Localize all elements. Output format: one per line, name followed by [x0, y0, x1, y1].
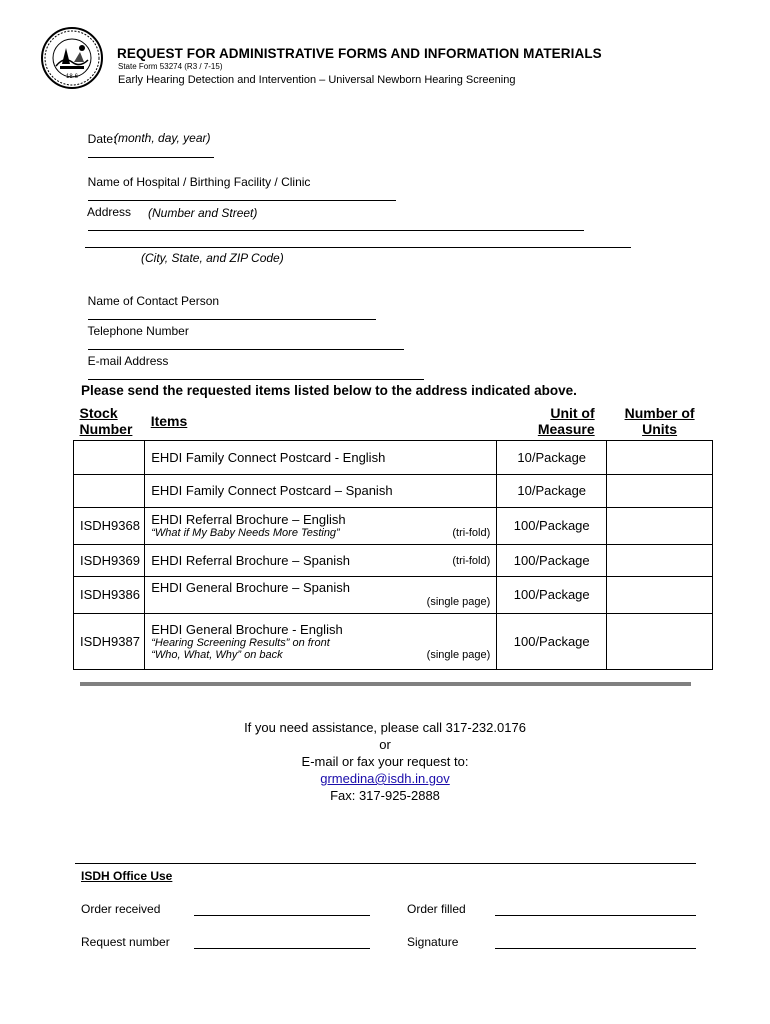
stock-number-header: Stock Number [74, 402, 145, 440]
stock-cell [74, 474, 145, 507]
order-filled-field[interactable] [495, 915, 696, 916]
form-subtitle: Early Hearing Detection and Intervention – Universal Newborn Hearing Screening [118, 74, 516, 86]
contact-label: Name of Contact Person [87, 294, 220, 308]
state-seal-logo [40, 26, 104, 90]
date-label: Date: [87, 132, 117, 146]
item-format-note: (tri-fold) [452, 554, 491, 567]
date-field[interactable] [88, 146, 214, 158]
stock-cell: ISDH9387 [74, 613, 145, 669]
table-row [74, 576, 713, 613]
request-number-label: Request number [81, 935, 170, 949]
item-name: EHDI Family Connect Postcard – Spanish [151, 483, 393, 498]
hospital-label: Name of Hospital / Birthing Facility / Clinic [87, 175, 311, 189]
item-name: EHDI General Brochure - English [151, 621, 343, 637]
email-field[interactable] [88, 368, 424, 380]
quantity-input[interactable] [607, 544, 713, 576]
quantity-input[interactable] [607, 440, 713, 474]
stock-cell: ISDH9368 [74, 507, 145, 544]
quantity-input[interactable] [607, 474, 713, 507]
address-street-field[interactable] [88, 219, 584, 231]
city-hint: (City, State, and ZIP Code) [141, 251, 284, 265]
stock-cell: ISDH9369 [74, 544, 145, 576]
email-label: E-mail Address [87, 354, 169, 368]
item-name: EHDI General Brochure – Spanish [151, 579, 350, 595]
svg-text:18·6: 18·6 [66, 74, 79, 80]
item-cell [145, 544, 497, 576]
item-cell [145, 440, 497, 474]
form-title: REQUEST FOR ADMINISTRATIVE FORMS AND INFORMATION MATERIALS [117, 46, 602, 61]
table-row [74, 613, 713, 669]
assistance-or: or [379, 737, 391, 752]
item-name: EHDI Referral Brochure – English [151, 512, 346, 527]
quantity-input[interactable] [607, 507, 713, 544]
item-cell [145, 507, 497, 544]
unit-cell: 100/Package [497, 507, 607, 544]
table-row [74, 544, 713, 576]
assistance-email-row [0, 770, 770, 787]
item-subtitle: (tri-fold) “What if My Baby Needs More Testing” [151, 527, 491, 539]
email-link[interactable]: grmedina@isdh.in.gov [320, 771, 450, 786]
order-received-field[interactable] [194, 915, 370, 916]
signature-field[interactable] [495, 948, 696, 949]
office-use-heading: ISDH Office Use [81, 869, 173, 883]
item-cell [145, 613, 497, 669]
signature-label: Signature [407, 935, 459, 949]
items-header: Items [150, 412, 188, 429]
item-format-note: (tri-fold) [452, 527, 491, 539]
item-format-note: (single page) [426, 648, 491, 661]
table-row [74, 474, 713, 507]
assistance-phone: If you need assistance, please call 317-232.0176 [244, 720, 526, 735]
unit-cell: 100/Package [497, 576, 607, 613]
instruction-text: Please send the requested items listed below to the address indicated above. [81, 383, 577, 398]
email-row [81, 340, 424, 383]
stock-cell: ISDH9386 [74, 576, 145, 613]
item-format-note: (single page) [426, 595, 491, 608]
item-subtitle: “Hearing Screening Results” on front [151, 636, 330, 649]
item-name: EHDI Family Connect Postcard - English [151, 449, 386, 465]
quantity-input[interactable] [607, 576, 713, 613]
item-subtitle: (single page) “Who, What, Why” on back [151, 648, 491, 661]
item-cell [145, 576, 497, 613]
order-received-label: Order received [81, 902, 161, 916]
office-divider [75, 863, 696, 864]
street-hint: (Number and Street) [148, 206, 258, 220]
assistance-email-prompt: E-mail or fax your request to: [301, 754, 469, 769]
unit-cell: 10/Package [497, 474, 607, 507]
order-filled-label: Order filled [407, 902, 466, 916]
date-hint: (month, day, year) [114, 131, 211, 145]
address-city-field[interactable] [85, 236, 631, 248]
phone-label: Telephone Number [87, 324, 189, 338]
unit-header: Unit of Measure [537, 404, 595, 437]
address-label: Address [87, 205, 132, 219]
assistance-fax: Fax: 317-925-2888 [330, 788, 440, 803]
item-name: EHDI Referral Brochure – Spanish [151, 552, 350, 568]
number-units-header: Number of Units [607, 402, 713, 440]
request-number-field[interactable] [194, 948, 370, 949]
item-cell [145, 474, 497, 507]
unit-cell: 10/Package [497, 440, 607, 474]
unit-cell: 100/Package [497, 544, 607, 576]
quantity-input[interactable] [607, 613, 713, 669]
section-divider [80, 682, 691, 686]
unit-cell: 100/Package [497, 613, 607, 669]
table-row [74, 440, 713, 474]
stock-cell [74, 440, 145, 474]
table-row [74, 507, 713, 544]
form-number: State Form 53274 (R3 / 7-15) [118, 62, 223, 71]
items-table [73, 402, 713, 670]
